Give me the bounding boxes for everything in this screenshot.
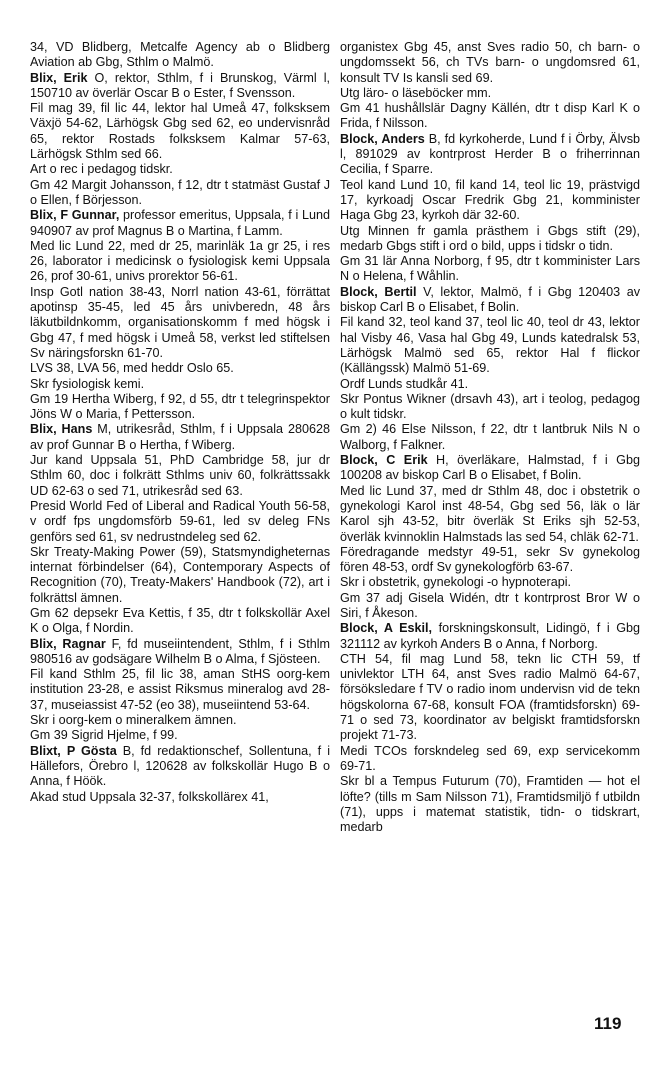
entry-paragraph: Fil kand Sthlm 25, fil lic 38, aman StHS oorg-kem institution 23-28, e assist Riksmus mineralog avd 28-37, museiassist 47-52 (eo 38), museiintend 53-64. bbox=[30, 667, 330, 712]
entry-paragraph: LVS 38, LVA 56, med heddr Oslo 65. bbox=[30, 361, 234, 376]
entry-paragraph: Block, Bertil V, lektor, Malmö, f i Gbg 120403 av biskop Carl B o Elisabet, f Bolin. bbox=[340, 284, 641, 315]
entry-paragraph: Gm 2) 46 Else Nilsson, f 22, dtr t lantbruk Nils N o Walborg, f Falkner. bbox=[340, 422, 640, 452]
entry-paragraph: Föredragande medstyr 49-51, sekr Sv gynekolog fören 48-53, ordf Sv gynekologförb 63-67. bbox=[340, 544, 640, 575]
entry-paragraph: Gm 37 adj Gisela Widén, dtr t kontrprost Bror W o Siri, f Åkeson. bbox=[340, 590, 640, 620]
entry-paragraph: Block, A Eskil, forskningskonsult, Lidingö, f i Gbg 321112 av kyrkoh Anders B o Anna, f Norborg. bbox=[340, 621, 641, 651]
entry-paragraph: Utg läro- o läseböcker mm. bbox=[340, 85, 492, 100]
entry-paragraph: Blix, Hans M, utrikesråd, Sthlm, f i Uppsala 280628 av prof Gunnar B o Hertha, f Wiberg. bbox=[30, 422, 330, 452]
entry-paragraph: Block, Anders B, fd kyrkoherde, Lund f i Örby, Älvsb l, 891029 av kontrprost Herder B o friherrinnan Cecilia, f Sparre. bbox=[340, 131, 640, 177]
entry-paragraph: Fil kand 32, teol kand 37, teol lic 40, teol dr 43, lektor hal Visby 46, Vasa hal Gbg 49, Lunds katedralsk 53, Lärhögsk Malmö sed 65, rektor Hal f flickor (Källängssk) Malmö 51-69. bbox=[340, 315, 640, 376]
entry-paragraph: Gm 41 hushållslär Dagny Källén, dtr t disp Karl K o Frida, f Nilsson. bbox=[340, 101, 640, 131]
entry-paragraph: Fil mag 39, fil lic 44, lektor hal Umeå 47, folksksem Växjö 54-62, Lärhögsk Gbg sed 62, eo undervisnråd 65, rektor Rostads folksksem Kalmar 57-63, Lärhögsk Sthlm sed 66. bbox=[30, 101, 330, 162]
entry-paragraph: CTH 54, fil mag Lund 58, tekn lic CTH 59, tf univlektor LTH 64, anst Sves radio Malmö 64-67, försöksledare f TV o radio inom undervisn vid de tekn högskolorna 67-68, konsult FOA (framtidsforskn) 69-71 o sed 73, koordinator av belgiskt framtidsforskn projekt 71-73. bbox=[340, 651, 640, 743]
entry-paragraph: Gm 39 Sigrid Hjelme, f 99. bbox=[30, 728, 178, 743]
entry-paragraph: Skr i oorg-kem o mineralkem ämnen. bbox=[30, 713, 237, 728]
right-column bbox=[340, 40, 640, 835]
entry-paragraph: Gm 19 Hertha Wiberg, f 92, d 55, dtr t telegrinspektor Jöns W o Maria, f Pettersson. bbox=[30, 391, 330, 422]
entry-paragraph: Medi TCOs forskndeleg sed 69, exp servicekomm 69-71. bbox=[340, 743, 640, 773]
entry-paragraph: Teol kand Lund 10, fil kand 14, teol lic 19, prästvigd 17, kyrkoadj Oscar Fredrik Gbg 21, komminister Haga Gbg 23, kyrkoh där 32-60. bbox=[340, 177, 640, 223]
entry-paragraph: Skr Treaty-Making Power (59), Statsmyndigheternas internat förbindelser (64), Contemporary Aspects of Recognition (70), Treaty-Makers' Handbook (72), art i folkrättsl ämnen. bbox=[30, 544, 330, 605]
entry-paragraph: Gm 31 lär Anna Norborg, f 95, dtr t komminister Lars N o Helena, f Wåhlin. bbox=[340, 254, 640, 284]
entry-paragraph: Skr i obstetrik, gynekologi -o hypnoterapi. bbox=[340, 575, 572, 590]
left-column bbox=[30, 40, 330, 805]
entry-paragraph: Art o rec i pedagog tidskr. bbox=[30, 162, 173, 177]
entry-paragraph: Blix, F Gunnar, professor emeritus, Uppsala, f i Lund 940907 av prof Magnus B o Martina, f Lamm. bbox=[30, 208, 330, 238]
entry-paragraph: Block, C Erik H, överläkare, Halmstad, f i Gbg 100208 av biskop Carl B o Elisabet, f Bolin. bbox=[340, 453, 640, 483]
entry-paragraph: Med lic Lund 22, med dr 25, marinläk 1a gr 25, i res 26, laborator i medicinsk o fysiologisk kemi Uppsala 26, prof 30-61, univs prorektor 56-61. bbox=[30, 238, 330, 284]
entry-paragraph: organistex Gbg 45, anst Sves radio 50, ch barn- o ungdomssekt 56, ch TVs barn- o ungdomsred 61, konsult TV Is kansli sed 69. bbox=[340, 40, 640, 85]
entry-paragraph: Blixt, P Gösta B, fd redaktionschef, Sollentuna, f i Hällefors, Örebro l, 120628 av folkskollär Hugo B o Anna, f Höök. bbox=[30, 743, 331, 789]
entry-paragraph: Blix, Erik O, rektor, Sthlm, f i Brunskog, Värml l, 150710 av överlär Oscar B o Ester, f Svensson. bbox=[30, 70, 330, 100]
page-number: 119 bbox=[594, 1014, 622, 1033]
entry-paragraph: Blix, Ragnar F, fd museiintendent, Sthlm, f i Sthlm 980516 av godsägare Wilhelm B o Alma, f Sjösteen. bbox=[30, 636, 330, 666]
entry-paragraph: Ordf Lunds studkår 41. bbox=[340, 376, 469, 391]
entry-paragraph: Med lic Lund 37, med dr Sthlm 48, doc i obstetrik o gynekologi Karol inst 48-54, Gbg sed 56, läk o lär Karol sjh 43-52, bitr överläk St Eriks sjh 52-53, överläk kvinnoklin Halmstads las sed 54, chläk 62-71. bbox=[340, 483, 640, 544]
entry-paragraph: Gm 62 depsekr Eva Kettis, f 35, dtr t folkskollär Axel K o Olga, f Nordin. bbox=[30, 605, 330, 636]
entry-paragraph: Insp Gotl nation 38-43, Norrl nation 43-61, förrättat apotinsp 35-45, led 45 års univberedn, 48 års läkutbildnkomm, organisationskomm f med högsk i Gbg 47, f med högsk i Umeå 58, verkst led stiftelsen Sv näringsforskn 61-70. bbox=[30, 284, 330, 360]
entry-paragraph: Skr bl a Tempus Futurum (70), Framtiden — hot el löfte? (tills m Sam Nilsson 71), Framtidsmiljö f utbildn (71), upps i matemat statistik, tidn- o tidskrart, medarb bbox=[340, 774, 640, 835]
entry-paragraph: 34, VD Blidberg, Metcalfe Agency ab o Blidberg Aviation ab Gbg, Sthlm o Malmö. bbox=[30, 40, 330, 70]
entry-paragraph: Gm 42 Margit Johansson, f 12, dtr t statmäst Gustaf J o Ellen, f Börjesson. bbox=[30, 177, 330, 207]
entry-paragraph: Akad stud Uppsala 32-37, folkskollärex 41, bbox=[30, 789, 269, 804]
entry-paragraph: Skr Pontus Wikner (drsavh 43), art i teolog, pedagog o kult tidskr. bbox=[340, 391, 640, 422]
entry-paragraph: Jur kand Uppsala 51, PhD Cambridge 58, jur dr Sthlm 60, doc i folkrätt Sthlms univ 60, folkrättssakk UD 62-63 o sed 71, utrikesråd sed 63. bbox=[30, 453, 330, 498]
entry-paragraph: Utg Minnen fr gamla prästhem i Gbgs stift (29), medarb Gbgs stift i ord o bild, upps i tidskr o tidn. bbox=[340, 223, 640, 253]
entry-paragraph: Skr fysiologisk kemi. bbox=[30, 376, 145, 391]
entry-paragraph: Presid World Fed of Liberal and Radical Youth 56-58, v ordf fps ungdomsförb 59-61, led sv deleg FNs genförs sed 61, sv nedrustndeleg sed 62. bbox=[30, 498, 330, 544]
